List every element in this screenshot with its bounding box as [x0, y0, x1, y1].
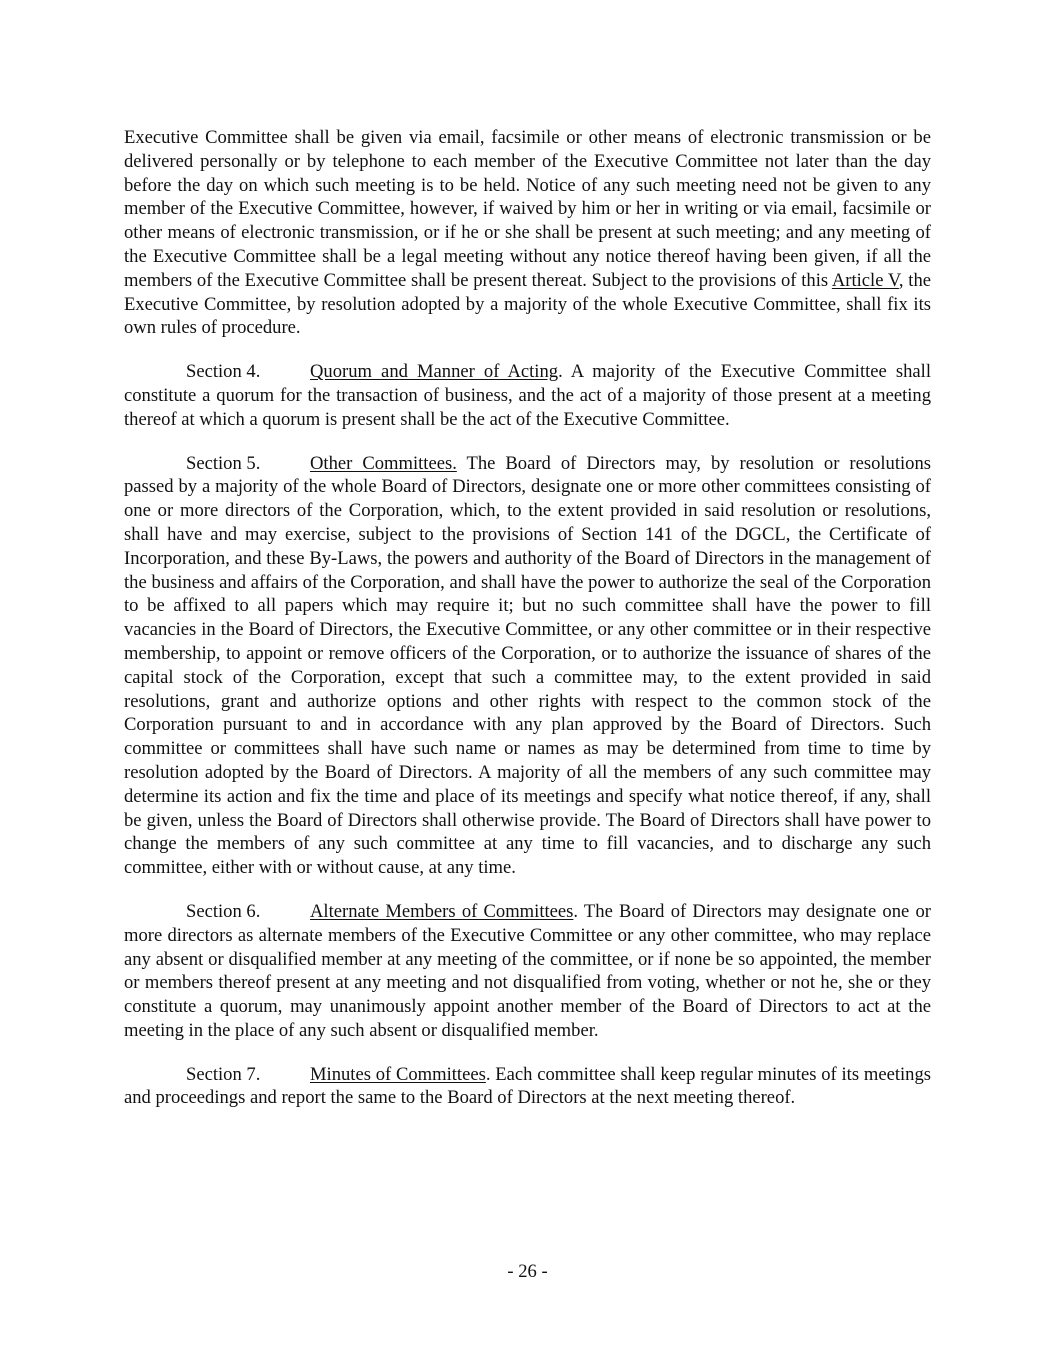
section-number: Section 7.	[186, 1063, 261, 1085]
section-heading: Other Committees.	[310, 452, 457, 474]
section-6	[124, 900, 931, 1043]
section-number: Section 5.	[186, 452, 261, 474]
intro-text-a: Executive Committee shall be given via email, facsimile or other means of electronic transmission or be delivered personally or by telephone to each member of the Executive Committee not later than the day before the day on which such meeting is to be held. Notice of any such meeting need not be given to any member of the Executive Committee, however, if waived by him or her in writing or via email, facsimile or other means of electronic transmission, or if he or she shall be present at such meeting; and any meeting of the Executive Committee shall be a legal meeting without any notice thereof having been given, if all the members of the Executive Committee shall be present thereat. Subject to the provisions of this	[124, 127, 931, 291]
article-reference: Article V	[831, 269, 899, 291]
section-body: . The Board of Directors may designate one or more directors as alternate members of the Executive Committee or any other committee, who may replace any absent or disqualified member at any meeting of the committee, or if none be so appointed, the member or members thereof present at any meeting and not disqualified from voting, whether or not he, she or they constitute a quorum, may unanimously appoint another member of the Board of Directors to act at the meeting in the place of any such absent or disqualified member.	[124, 900, 931, 1041]
section-7	[124, 1063, 931, 1111]
section-body: . Each committee shall keep regular minutes of its meetings and proceedings and report the same to the Board of Directors at the next meeting thereof.	[124, 1063, 931, 1109]
section-4	[124, 360, 931, 431]
section-body: The Board of Directors may, by resolution or resolutions passed by a majority of the whole Board of Directors, designate one or more other committees consisting of one or more directors of the Corporation, which, to the extent provided in said resolution or resolutions, shall have and may exercise, subject to the provisions of Section 141 of the DGCL, the Certificate of Incorporation, and these By-Laws, the powers and authority of the Board of Directors in the management of the business and affairs of the Corporation, and shall have the power to authorize the seal of the Corporation to be affixed to all papers which may require it; but no such committee shall have the power to fill vacancies in the Board of Directors, the Executive Committee, or any other committee or in their respective membership, to appoint or remove officers of the Corporation, or to authorize the issuance of shares of the capital stock of the Corporation, except that such a committee may, to the extent provided in said resolutions, grant and authorize options and other rights with respect to the common stock of the Corporation pursuant to and in accordance with any plan approved by the Board of Directors. Such committee or committees shall have such name or names as may be determined from time to time by resolution adopted by the Board of Directors. A majority of all the members of any such committee may determine its action and fix the time and place of its meetings and specify what notice thereof, if any, shall be given, unless the Board of Directors shall otherwise provide. The Board of Directors shall have power to change the members of any such committee at any time to fill vacancies, and to discharge any such committee, either with or without cause, at any time.	[124, 452, 931, 879]
section-number: Section 4.	[186, 361, 261, 383]
section-body: . A majority of the Executive Committee shall constitute a quorum for the transaction of business, and the act of a majority of those present at a meeting thereof at which a quorum is present shall be the act of the Executive Committee.	[124, 361, 931, 430]
section-heading: Alternate Members of Committees	[310, 900, 574, 922]
intro-text-b: , the Executive Committee, by resolution adopted by a majority of the whole Executive Committee, shall fix its own rules of procedure.	[124, 269, 931, 339]
section-5	[124, 452, 931, 880]
paragraph-intro	[124, 126, 931, 340]
page-number: - 26 -	[507, 1261, 548, 1282]
section-heading: Quorum and Manner of Acting	[310, 361, 559, 383]
section-heading: Minutes of Committees	[310, 1063, 486, 1085]
document-body	[124, 126, 931, 1130]
section-number: Section 6.	[186, 900, 261, 922]
